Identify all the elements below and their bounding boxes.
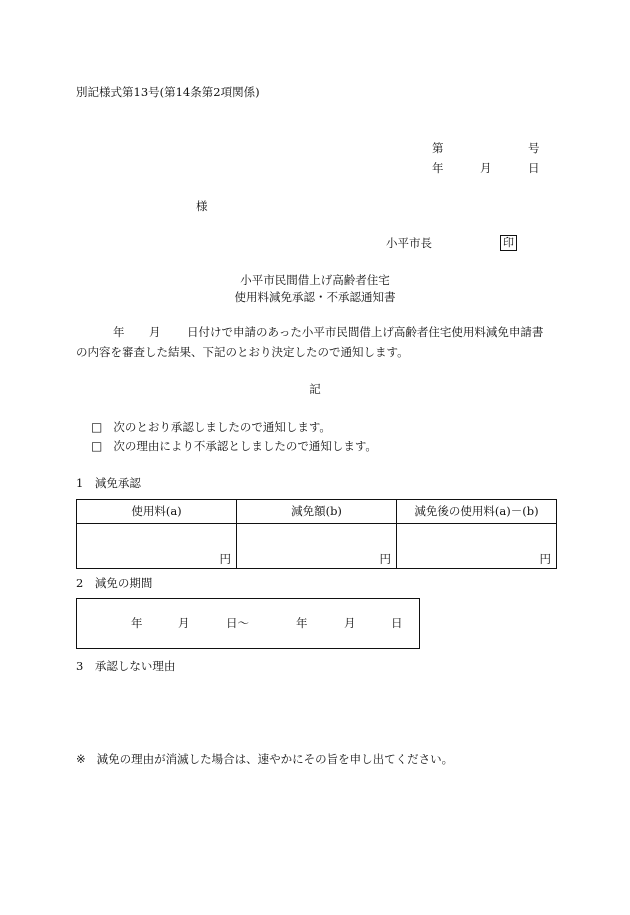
section2-heading: 2 減免の期間 <box>76 576 153 590</box>
body-text-1: 日付けで申請のあった小平市民間借上げ高齢者住宅使用料減免申請書 <box>187 325 544 339</box>
form-number: 別記様式第13号(第14条第2項関係) <box>76 85 260 99</box>
body-text-2: の内容を審査した結果、下記のとおり決定したので通知します。 <box>76 345 409 359</box>
option-reject-label: 次の理由により不承認としましたので通知します。 <box>113 439 377 453</box>
col-header-fee: 使用料(a) <box>131 504 182 519</box>
section3-heading: 3 承認しない理由 <box>76 659 176 673</box>
reduction-table <box>76 499 557 569</box>
col-header-after: 減免後の使用料(a)－(b) <box>414 504 539 519</box>
option-approve-label: 次のとおり承認しましたので通知します。 <box>113 420 331 434</box>
col-header-reduction: 減免額(b) <box>291 504 342 519</box>
title-line-1: 小平市民間借上げ高齢者住宅 <box>240 273 390 287</box>
period-day-end: 日 <box>391 616 403 630</box>
unit-yen-reduction: 円 <box>379 551 391 566</box>
sender-name: 小平市長 <box>386 236 432 250</box>
period-year-end: 年 <box>296 616 308 630</box>
checkbox-reject[interactable]: □ <box>91 439 103 453</box>
seal-mark <box>500 235 517 251</box>
title-line-2: 使用料減免承認・不承認通知書 <box>234 290 396 304</box>
section1-heading: 1 減免承認 <box>76 476 141 490</box>
date-day: 日 <box>528 161 540 175</box>
period-month-end: 月 <box>344 616 356 630</box>
body-month: 月 <box>149 325 161 339</box>
doc-number-prefix: 第 <box>432 141 444 155</box>
period-month-start: 月 <box>178 616 190 630</box>
option-reject <box>91 440 377 453</box>
period-day-start: 日～ <box>226 616 249 630</box>
note <box>76 754 453 766</box>
date-month: 月 <box>480 161 492 175</box>
option-approve <box>91 421 331 434</box>
addressee-suffix: 様 <box>196 199 208 213</box>
checkbox-approve[interactable]: □ <box>91 420 103 434</box>
unit-yen-fee: 円 <box>219 551 231 566</box>
note-text: 減免の理由が消滅した場合は、速やかにその旨を申し出てください。 <box>96 752 454 766</box>
unit-yen-after: 円 <box>539 551 551 566</box>
period-year-start: 年 <box>131 616 143 630</box>
doc-number-suffix: 号 <box>528 141 540 155</box>
body-year: 年 <box>113 325 125 339</box>
date-year: 年 <box>432 161 444 175</box>
ki-label: 記 <box>309 382 321 396</box>
note-mark: ※ <box>76 752 86 766</box>
seal-label: 印 <box>500 235 517 251</box>
